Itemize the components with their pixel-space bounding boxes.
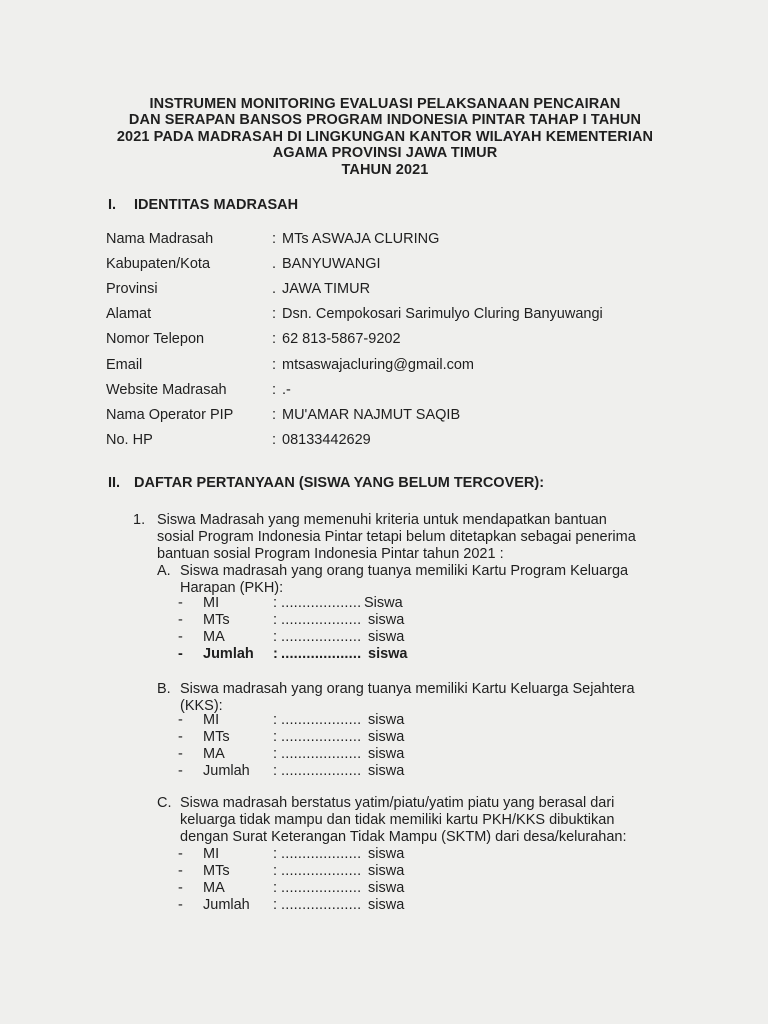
count-separator: : [273,629,278,645]
title-line: INSTRUMEN MONITORING EVALUASI PELAKSANAAN PENCAIRAN [149,96,621,112]
count-separator: : [273,746,278,762]
count-label: Jumlah [203,646,254,662]
fill-in-blank: ................... [281,897,362,913]
bullet-dash: - [178,595,183,611]
section-1-heading [108,197,298,213]
section-title: IDENTITAS MADRASAH [134,197,299,213]
count-unit: siswa [368,897,405,913]
bullet-dash: - [178,880,183,896]
count-label: MA [203,880,225,896]
section-title: DAFTAR PERTANYAAN (SISWA YANG BELUM TERCOVER): [134,475,545,491]
count-label: Jumlah [203,897,250,913]
count-separator: : [273,763,278,779]
count-label: Jumlah [203,763,250,779]
count-separator: : [273,729,278,745]
fill-in-blank: ................... [281,863,362,879]
bullet-dash: - [178,897,183,913]
question-line: sosial Program Indonesia Pintar tetapi belum ditetapkan sebagai penerima [157,529,636,545]
count-separator: : [273,612,278,628]
fill-in-blank: ................... [281,729,362,745]
bullet-dash: - [178,763,183,779]
count-unit: siswa [368,629,405,645]
identity-label: Nama Operator PIP [106,407,234,423]
identity-separator: : [272,407,277,423]
bullet-dash: - [178,712,183,728]
count-label: MTs [203,863,230,879]
count-label: MI [203,846,220,862]
title-line: DAN SERAPAN BANSOS PROGRAM INDONESIA PINTAR TAHAP I TAHUN [128,112,642,129]
count-unit: siswa [368,729,405,745]
bullet-dash: - [178,746,183,762]
bullet-dash: - [178,646,183,662]
sub-question-letter: A. [157,563,171,579]
count-unit: siswa [368,763,405,779]
identity-label: Kabupaten/Kota [106,256,211,272]
identity-separator: : [272,382,277,398]
count-separator: : [273,897,278,913]
count-unit: siswa [368,746,405,762]
identity-label: Email [106,357,143,373]
identity-label: No. HP [106,432,153,448]
identity-value: 62 813-5867-9202 [282,331,401,347]
fill-in-blank: ................... [281,712,362,728]
identity-value: .- [282,382,291,398]
sub-question-letter: B. [157,681,171,697]
question-text [157,512,636,563]
count-separator: : [273,712,278,728]
count-separator: : [273,863,278,879]
section-2-heading [108,475,544,491]
fill-in-blank: ................... [281,846,362,862]
fill-in-blank: ................... [281,646,362,662]
count-separator: : [273,595,278,611]
title-line: TAHUN 2021 [341,161,429,178]
identity-separator: . [272,281,277,297]
bullet-dash: - [178,846,183,862]
identity-label: Provinsi [106,281,158,297]
identity-value: MU'AMAR NAJMUT SAQIB [282,407,461,423]
question-line: bantuan sosial Program Indonesia Pintar tahun 2021 : [157,546,504,562]
identity-label: Alamat [106,306,152,322]
section-number: I. [108,197,117,213]
bullet-dash: - [178,863,183,879]
question-line: Siswa Madrasah yang memenuhi kriteria untuk mendapatkan bantuan [157,512,607,528]
sub-question-line: Harapan (PKH): [180,580,284,596]
count-label: MTs [203,612,230,628]
identity-value: 08133442629 [282,432,371,448]
identity-separator: : [272,432,277,448]
count-unit: siswa [368,863,405,879]
document-title [80,96,690,178]
fill-in-blank: ................... [281,880,362,896]
count-unit: Siswa [364,595,403,611]
count-label: MA [203,629,225,645]
count-unit: siswa [368,846,405,862]
sub-question-text [180,795,627,846]
count-unit: siswa [368,612,405,628]
count-unit: siswa [368,712,405,728]
count-separator: : [273,646,278,662]
count-separator: : [273,846,278,862]
identity-separator: : [272,231,277,247]
sub-question-line: Siswa madrasah yang orang tuanya memiliki Kartu Keluarga Sejahtera [180,681,635,697]
identity-value: MTs ASWAJA CLURING [282,231,440,247]
count-unit: siswa [368,646,408,662]
identity-value: mtsaswajacluring@gmail.com [282,357,474,373]
count-label: MI [203,712,220,728]
fill-in-blank: ................... [281,595,362,611]
count-separator: : [273,880,278,896]
sub-question-line: keluarga tidak mampu dan tidak memiliki kartu PKH/KKS dibuktikan [180,812,615,828]
bullet-dash: - [178,629,183,645]
count-label: MI [203,595,220,611]
identity-separator: : [272,306,277,322]
identity-value: JAWA TIMUR [282,281,371,297]
sub-question-text [180,681,635,715]
identity-separator: : [272,357,277,373]
identity-separator: . [272,256,277,272]
title-line: AGAMA PROVINSI JAWA TIMUR [272,145,498,162]
identity-value: Dsn. Cempokosari Sarimulyo Cluring Banyuwangi [282,306,603,322]
count-label: MA [203,746,225,762]
count-unit: siswa [368,880,405,896]
identity-label: Website Madrasah [106,382,227,398]
title-line: 2021 PADA MADRASAH DI LINGKUNGAN KANTOR WILAYAH KEMENTERIAN [116,128,654,145]
fill-in-blank: ................... [281,612,362,628]
question-number: 1. [133,512,146,528]
sub-question-letter: C. [157,795,172,811]
sub-question-line: Siswa madrasah berstatus yatim/piatu/yatim piatu yang berasal dari [180,795,615,811]
sub-question-line: dengan Surat Keterangan Tidak Mampu (SKTM) dari desa/kelurahan: [180,829,627,845]
fill-in-blank: ................... [281,746,362,762]
sub-question-line: (KKS): [180,698,223,714]
bullet-dash: - [178,729,183,745]
identity-label: Nama Madrasah [106,231,214,247]
fill-in-blank: ................... [281,763,362,779]
section-number: II. [108,475,121,491]
identity-label: Nomor Telepon [106,331,205,347]
sub-question-line: Siswa madrasah yang orang tuanya memiliki Kartu Program Keluarga [180,563,629,579]
identity-value: BANYUWANGI [282,256,381,272]
sub-question-text [180,563,628,597]
identity-separator: : [272,331,277,347]
count-label: MTs [203,729,230,745]
fill-in-blank: ................... [281,629,362,645]
bullet-dash: - [178,612,183,628]
